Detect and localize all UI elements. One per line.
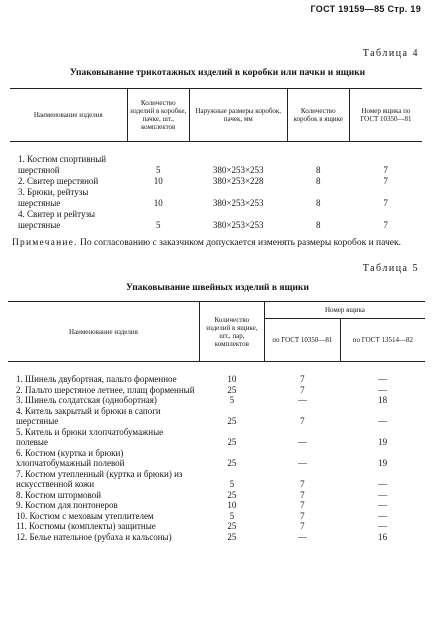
table-row [8, 448, 425, 469]
table4-note [12, 237, 424, 249]
row-gost1: 7 [300, 489, 305, 500]
table5-header-row [8, 302, 425, 319]
table-row [8, 469, 425, 490]
table4 [10, 88, 422, 231]
row-qty: 5 [229, 479, 235, 489]
row-name: 1. Костюм спортивный шерстяной [18, 154, 107, 175]
row-name: 3. Шинель солдатская (однобортная) [16, 395, 157, 405]
row-qty: 25 [227, 489, 237, 500]
table5-col-name: Наименование изделия [8, 302, 199, 362]
row-gost2: 19 [378, 458, 388, 468]
table-row [8, 385, 425, 396]
row-boxes: 8 [315, 220, 321, 230]
table-row [8, 500, 425, 511]
row-qty: 10 [227, 500, 237, 510]
row-gost2: 19 [378, 437, 388, 447]
row-gost2: — [378, 374, 388, 384]
row-qty: 5 [155, 165, 161, 175]
row-gost1: — [297, 395, 307, 405]
row-gost1: 7 [300, 521, 305, 531]
row-gost2: — [378, 384, 388, 395]
table5-col-gost1: по ГОСТ 10350—81 [264, 319, 340, 362]
row-gost2: 18 [378, 395, 388, 405]
row-gost2: — [378, 521, 388, 531]
table5-col-crate-group: Номер ящика [264, 302, 425, 319]
row-gost1: 7 [300, 510, 305, 521]
row-qty: 25 [227, 384, 237, 395]
table-row [10, 176, 422, 187]
table5-col-gost2: по ГОСТ 13514—82 [340, 319, 425, 362]
row-gost1: 7 [300, 500, 305, 510]
row-gost2: — [378, 510, 388, 521]
row-qty: 5 [229, 510, 235, 521]
row-qty: 10 [153, 176, 163, 186]
table-row [8, 532, 425, 543]
row-boxes: 8 [315, 165, 321, 175]
row-crate: 7 [383, 220, 388, 230]
table-row [8, 395, 425, 406]
row-qty: 25 [227, 531, 237, 542]
row-name: 2. Свитер шерстяной [18, 176, 99, 186]
row-gost1: 7 [300, 374, 305, 384]
row-boxes: 8 [315, 198, 321, 208]
table4-col-name: Наименование изделия [10, 89, 127, 142]
row-name: 2. Пальто шерстяное летнее, плащ форменный [16, 384, 195, 395]
table-row [8, 362, 425, 385]
row-name: 3. Брюки, рейтузы шерстяные [18, 187, 89, 208]
row-qty: 25 [227, 521, 237, 531]
row-qty: 10 [227, 374, 237, 384]
table-row [8, 521, 425, 532]
table4-col-qty: Количество изделий в коробке, пачке, шт., комплектов [127, 89, 189, 142]
row-size: 380×253×253 [212, 165, 264, 175]
row-gost1: — [297, 531, 307, 542]
row-qty: 10 [153, 198, 163, 208]
table5-title: Упаковывание швейных изделий в ящики [126, 283, 309, 293]
row-gost2: — [378, 489, 388, 500]
table-row [10, 209, 422, 231]
row-gost1: 7 [300, 479, 305, 489]
table4-label: Таблица 4 [362, 48, 419, 59]
row-name: 9. Костюм для понтонеров [16, 500, 118, 510]
table5 [8, 301, 425, 542]
table5-label: Таблица 5 [362, 263, 419, 274]
row-gost2: — [378, 479, 388, 489]
row-name: 4. Китель закрытый и брюки в сапоги шерстяные [16, 405, 161, 426]
row-name: 7. Костюм утепленный (куртка и брюки) из искусственной кожи [16, 468, 183, 489]
row-name: 5. Китель и брюки хлопчатобумажные полевые [16, 426, 164, 447]
row-size: 380×253×228 [212, 176, 264, 186]
row-name: 10. Костюм с меховым утеплителем [16, 510, 154, 521]
table4-col-size: Наружные размеры коробок, пачек, мм [189, 89, 287, 142]
table-row [10, 187, 422, 209]
row-qty: 25 [227, 458, 237, 468]
note-label: Примечание. [12, 238, 78, 248]
row-crate: 7 [383, 176, 388, 186]
row-qty: 25 [227, 416, 237, 426]
row-gost1: 7 [300, 384, 305, 395]
row-qty: 5 [229, 395, 235, 405]
row-boxes: 8 [315, 176, 321, 186]
row-qty: 25 [227, 437, 237, 447]
row-gost1: — [297, 437, 307, 447]
table4-header-row [10, 89, 422, 142]
row-name: 4. Свитер и рейтузы шерстяные [18, 209, 96, 230]
table-row [8, 490, 425, 501]
table-row [8, 406, 425, 427]
row-qty: 5 [155, 220, 161, 230]
table5-col-qty: Количество изделий в ящике, шт., пар, комплектов [199, 302, 264, 362]
row-size: 380×253×253 [212, 198, 264, 208]
row-name: 1. Шинель двубортная, пальто форменное [16, 374, 177, 384]
table4-title: Упаковывание трикотажных изделий в коробки или пачки и ящики [69, 68, 366, 78]
table-row [10, 142, 422, 177]
row-crate: 7 [383, 198, 388, 208]
row-name: 11. Костюмы (комплекты) защитные [16, 521, 156, 531]
row-gost2: 16 [378, 531, 388, 542]
page-header: ГОСТ 19159—85 Стр. 19 [310, 4, 421, 14]
table4-col-boxes: Количество коробок в ящике [287, 89, 349, 142]
row-crate: 7 [383, 165, 388, 175]
row-size: 380×253×253 [212, 220, 264, 230]
row-gost2: — [378, 416, 388, 426]
table-row [8, 427, 425, 448]
row-gost1: — [297, 458, 307, 468]
note-text: По согласованию с заказчиком допускается изменять размеры коробок и пачек. [80, 238, 401, 248]
row-gost1: 7 [300, 416, 305, 426]
row-name: 6. Костюм (куртка и брюки) хлопчатобумажный полевой [16, 447, 125, 468]
table4-col-crate: Номер ящика по ГОСТ 10350—81 [349, 89, 422, 142]
row-gost2: — [378, 500, 388, 510]
row-name: 12. Белье нательное (рубаха и кальсоны) [16, 531, 172, 542]
table-row [8, 511, 425, 522]
row-name: 8. Костюм штормовой [16, 489, 102, 500]
